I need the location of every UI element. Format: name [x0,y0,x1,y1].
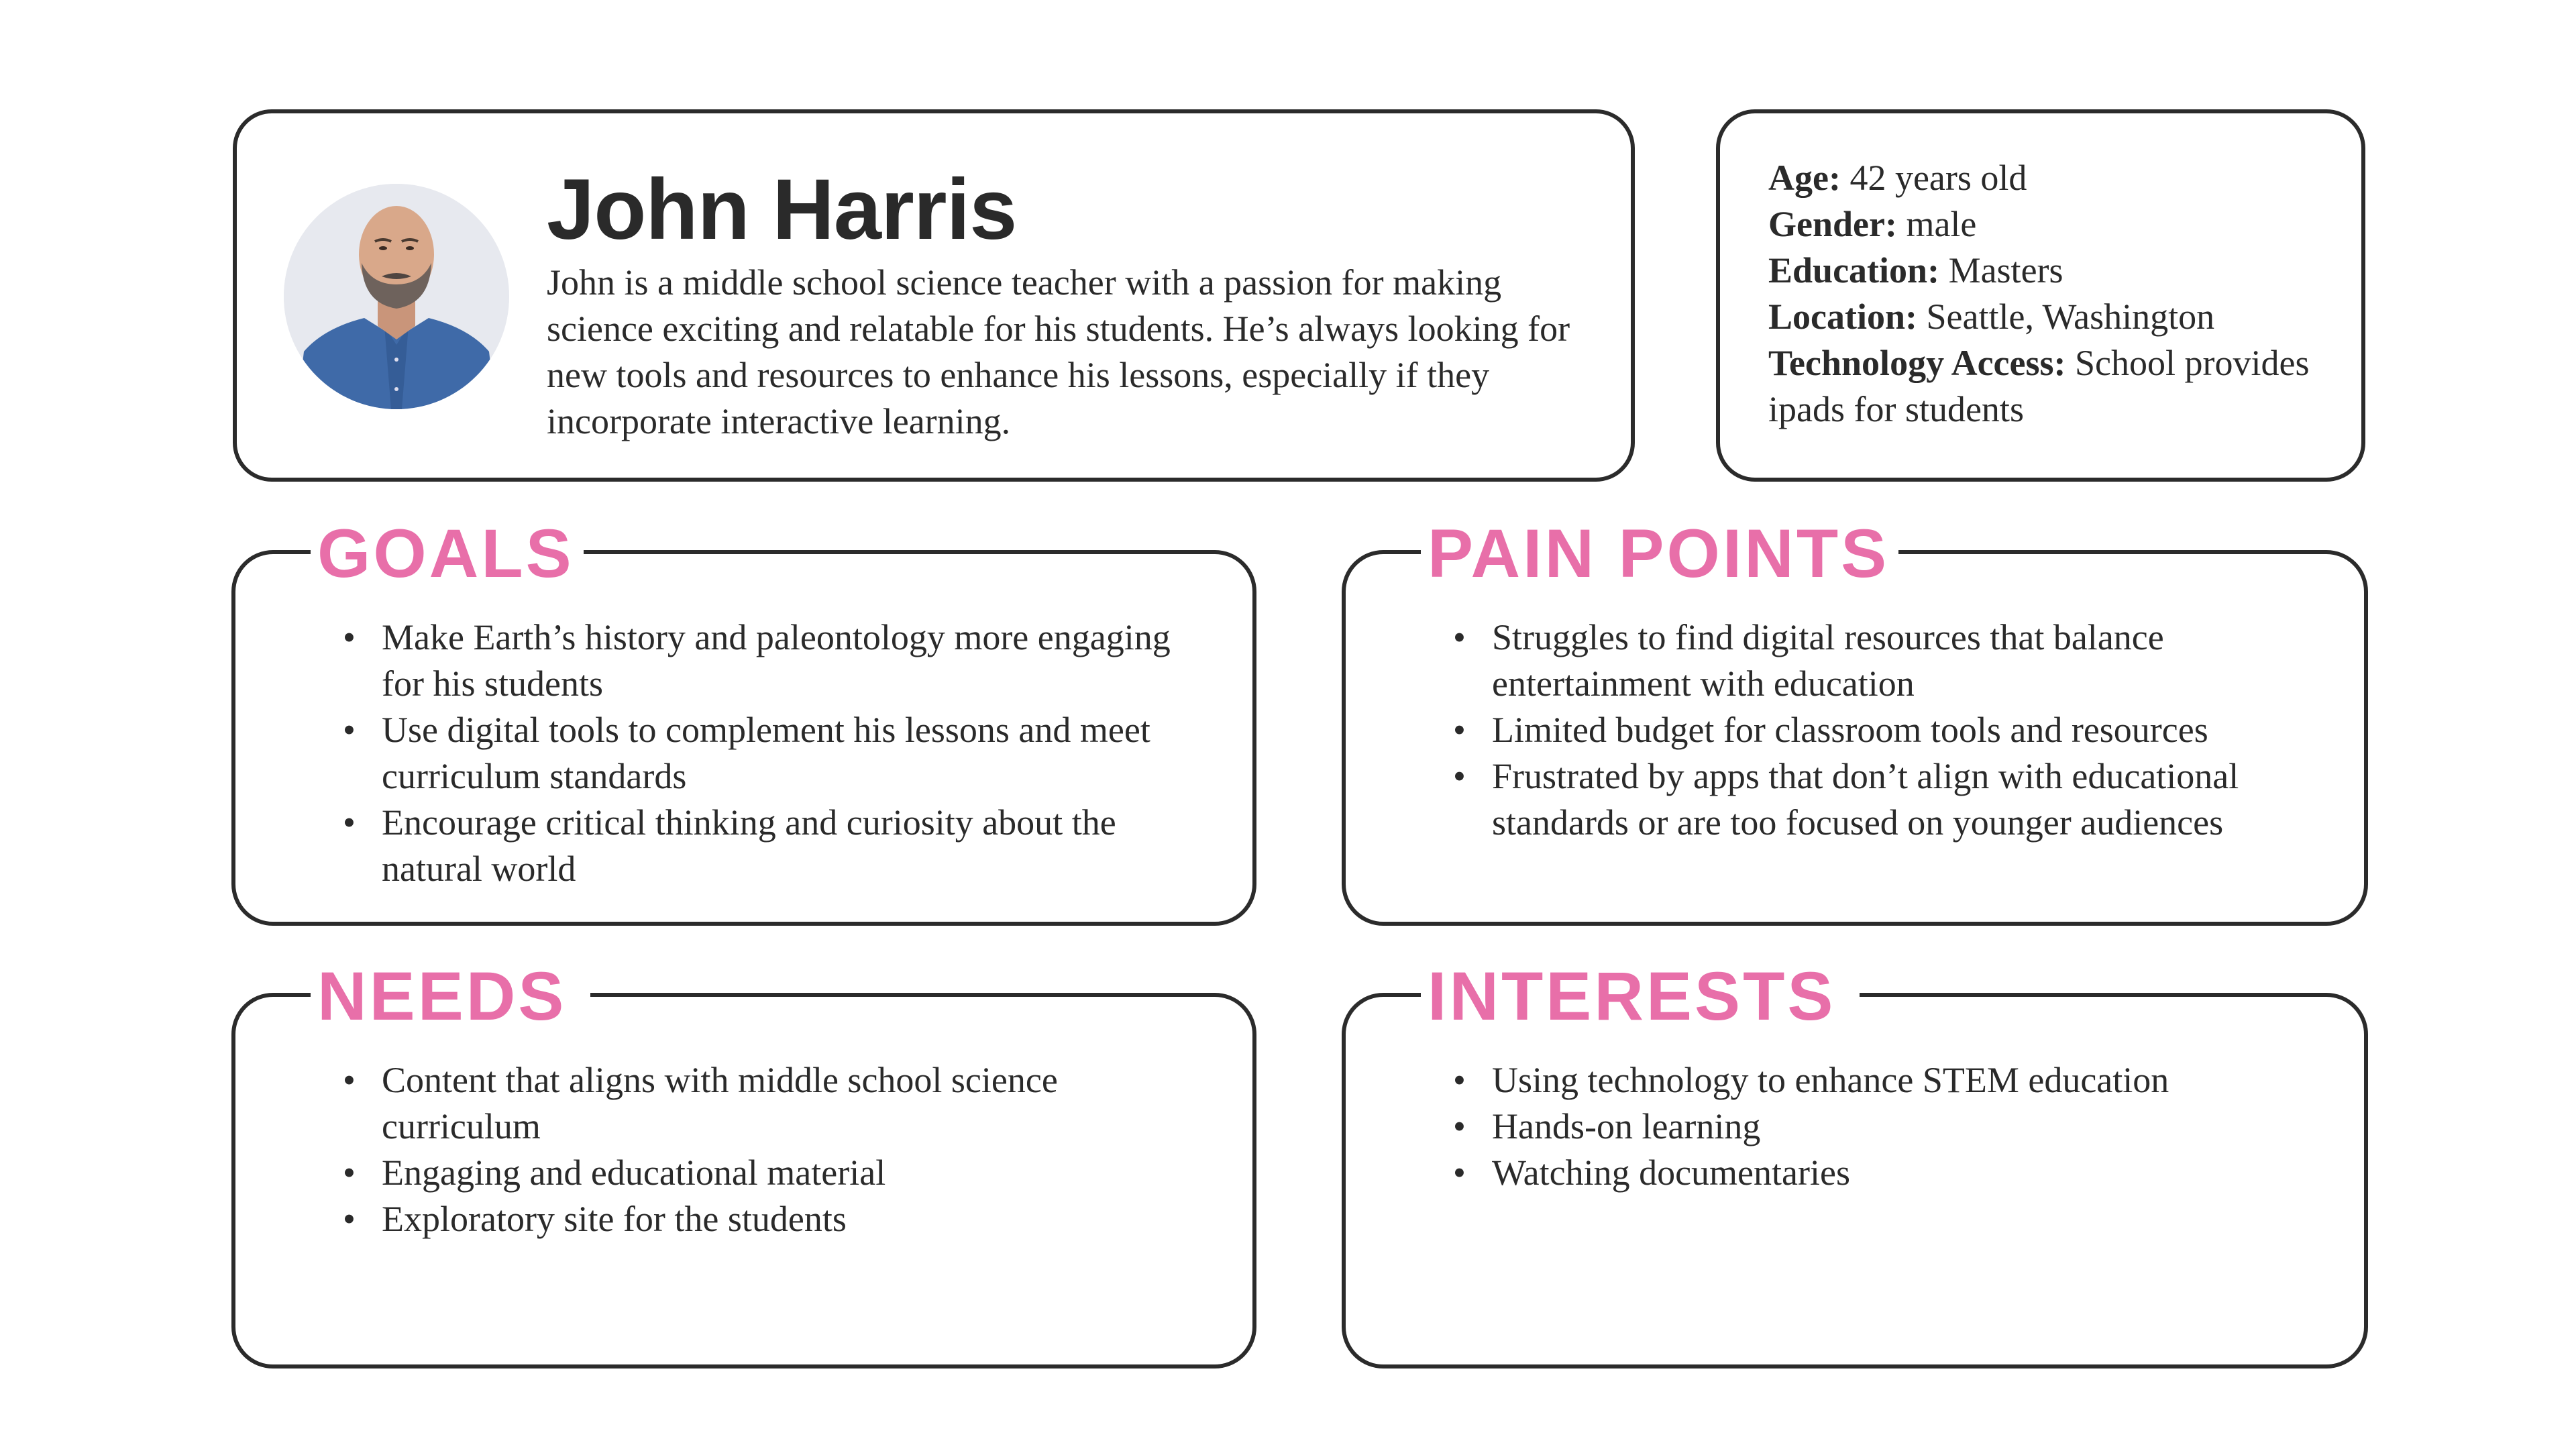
bullet-icon: • [1453,1060,1466,1100]
needs-card [231,958,1256,1368]
stat-value: male [1896,204,1977,244]
bullet-icon: • [1453,1106,1466,1146]
bullet-icon: • [343,710,356,750]
needs-list [343,1057,1212,1242]
list-item: • Using technology to enhance STEM education [1453,1057,2324,1104]
pain-points-title: PAIN POINTS [1421,519,1898,588]
goals-list [343,614,1212,892]
bullet-icon: • [1453,756,1466,796]
stat-value: School provides ipads for students [1768,343,2310,429]
list-item: • Limited budget for classroom tools and resources [1453,707,2324,753]
interests-title: INTERESTS [1421,962,1860,1030]
needs-title: NEEDS [311,962,590,1030]
persona-bio: John is a middle school science teacher with a passion for making science exciting and relatable for his students. He’s always looking for new tools and resources to enhance his lessons, especially if they incorporate interactive learning. [547,262,1570,441]
stat-label: Education: [1768,250,1940,290]
stat-value: Masters [1939,250,2063,290]
list-item: • Frustrated by apps that don’t align with educational standards or are too focused on younger audiences [1453,753,2324,846]
profile-card [233,109,1635,482]
stat-technology-access [1768,340,2334,433]
bullet-icon: • [1453,617,1466,657]
stat-label: Location: [1768,297,1917,337]
list-item: • Encourage critical thinking and curiosity about the natural world [343,800,1212,892]
person-photo-icon [284,184,509,409]
stat-label: Gender: [1768,204,1897,244]
bullet-icon: • [1453,710,1466,750]
list-item: • Watching documentaries [1453,1150,2324,1196]
interests-card [1342,958,2368,1368]
bullet-icon: • [343,1060,356,1100]
stat-value: 42 years old [1840,158,2027,198]
demographics-card [1716,109,2365,482]
list-item: • Engaging and educational material [343,1150,1212,1196]
stat-label: Age: [1768,158,1841,198]
stat-age [1768,155,2334,201]
stat-location [1768,294,2334,340]
stat-education [1768,248,2334,294]
stat-value: Seattle, Washington [1917,297,2215,337]
stat-gender [1768,201,2334,248]
bullet-icon: • [343,617,356,657]
bullet-icon: • [1453,1152,1466,1193]
goals-card [231,515,1256,926]
list-item: • Hands-on learning [1453,1104,2324,1150]
stat-label: Technology Access: [1768,343,2066,383]
demographics-list [1768,155,2334,433]
list-item: • Struggles to find digital resources that balance entertainment with education [1453,614,2324,707]
bullet-icon: • [343,1199,356,1239]
avatar [284,184,509,409]
list-item: • Content that aligns with middle school science curriculum [343,1057,1212,1150]
list-item: • Make Earth’s history and paleontology more engaging for his students [343,614,1212,707]
goals-title: GOALS [311,519,584,588]
list-item: • Use digital tools to complement his lessons and meet curriculum standards [343,707,1212,800]
list-item: • Exploratory site for the students [343,1196,1212,1242]
bullet-icon: • [343,802,356,843]
pain-points-card [1342,515,2368,926]
bullet-icon: • [343,1152,356,1193]
interests-list [1453,1057,2324,1196]
persona-name: John Harris [547,162,1017,258]
pain-points-list [1453,614,2324,846]
